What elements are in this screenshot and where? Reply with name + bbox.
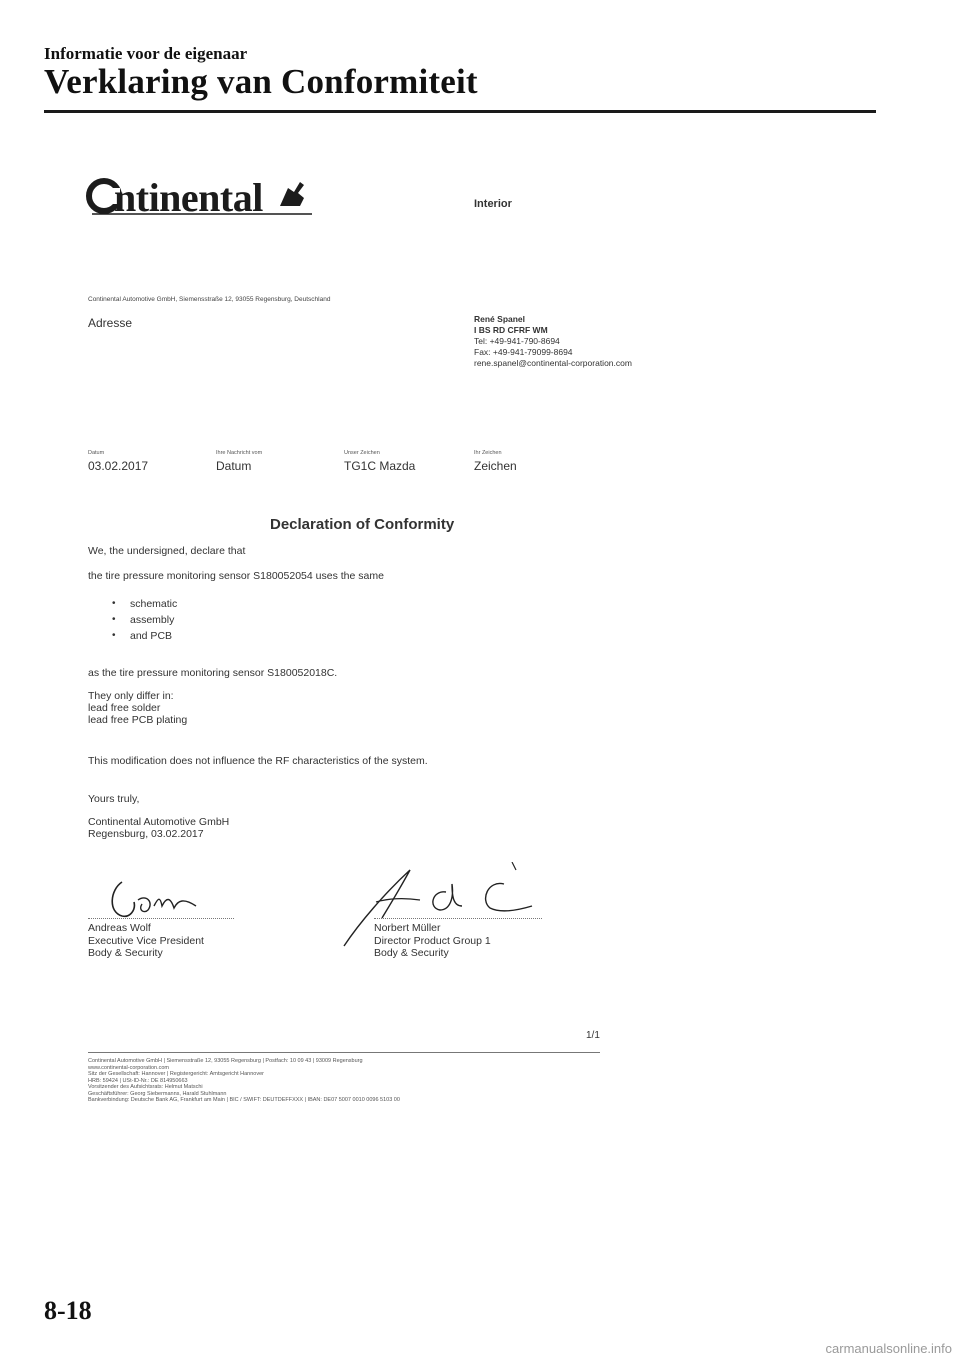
footer-line: Continental Automotive GmbH | Siemensstraße 12, 93055 Regensburg | Postfach: 10 09 43 | 93009 Regensburg (88, 1058, 363, 1064)
place-date: Regensburg, 03.02.2017 (88, 828, 204, 840)
signatory-name: Andreas Wolf (88, 922, 151, 934)
address-label: Adresse (88, 316, 133, 330)
footer-line: Geschäftsführer: Georg Siebermanns, Harald Stuhlmann (88, 1090, 227, 1097)
differences-block (88, 690, 187, 726)
ref-your-sign (474, 450, 517, 473)
signatory-wolf (88, 922, 204, 960)
footer-line: Vorsitzender des Aufsichtsrats: Helmut Matschi (88, 1084, 203, 1090)
footer-line: Sitz der Gesellschaft: Hannover | Registergericht: Amtsgericht Hannover (88, 1071, 264, 1077)
modification-text: This modification does not influence the RF characteristics of the system. (88, 755, 428, 767)
footer-rule (88, 1052, 600, 1053)
sender-line: Continental Automotive GmbH, Siemensstraße 12, 93055 Regensburg, Deutschland (88, 296, 331, 303)
department-label: Interior (474, 198, 512, 210)
signatory-title: Executive Vice President (88, 934, 204, 947)
contact-tel: Tel: +49-941-790-8694 (474, 336, 560, 346)
signatory-unit: Body & Security (374, 947, 449, 959)
list-item: • schematic (112, 598, 177, 614)
signature-line-mueller (374, 918, 542, 919)
letter-footer (88, 1058, 608, 1104)
signatory-name: Norbert Müller (374, 922, 441, 934)
section-label: Informatie voor de eigenaar (44, 44, 248, 63)
differ-intro: They only differ in: (88, 690, 174, 702)
signature-wolf (100, 872, 210, 922)
ref-your-message (216, 450, 262, 473)
logo-text: ntinental (114, 175, 263, 220)
intro-text: We, the undersigned, declare that (88, 545, 246, 557)
list-item: • assembly (112, 614, 177, 630)
statement-text: the tire pressure monitoring sensor S180052054 uses the same (88, 570, 384, 582)
contact-fax: Fax: +49-941-79099-8694 (474, 347, 573, 357)
footer-line: Bankverbindung: Deutsche Bank AG, Frankfurt am Main | BIC / SWIFT: DEUTDEFFXXX | IBAN: DE07 5007 0010 0096 5103 00 (88, 1097, 400, 1103)
footer-line: HRB: 59424 | USt-ID-Nr.: DE 814950663 (88, 1077, 188, 1084)
company-block (88, 816, 229, 840)
contact-name: René Spanel (474, 314, 526, 324)
comparison-text: as the tire pressure monitoring sensor S180052018C. (88, 667, 338, 679)
closing-text: Yours truly, (88, 793, 140, 805)
signatory-mueller (374, 922, 491, 960)
signatory-unit: Body & Security (88, 947, 163, 959)
header-rule (44, 110, 876, 113)
ref-your-message-value: Datum (216, 459, 252, 473)
ref-date-label: Datum (88, 450, 105, 456)
footer-line: www.continental-corporation.com (88, 1064, 170, 1071)
page-heading: Verklaring van Conformiteit (44, 62, 478, 101)
bullet-list (112, 598, 177, 646)
ref-our-sign-value: TG1C Mazda (344, 459, 416, 473)
ref-our-sign (344, 450, 415, 473)
ref-date (88, 450, 148, 473)
ref-your-sign-label: Ihr Zeichen (474, 450, 502, 456)
contact-dept: I BS RD CFRF WM (474, 325, 548, 335)
page-number: 8-18 (44, 1296, 92, 1325)
declaration-title: Declaration of Conformity (270, 516, 455, 533)
difference-item: lead free solder (88, 702, 161, 714)
watermark: carmanualsonline.info (825, 1341, 952, 1356)
list-item: • and PCB (112, 630, 177, 646)
letter-page-count: 1/1 (586, 1030, 600, 1041)
contact-block (474, 314, 632, 369)
ref-your-sign-value: Zeichen (474, 459, 517, 473)
signatory-title: Director Product Group 1 (374, 934, 491, 947)
ref-your-message-label: Ihre Nachricht vom (216, 450, 263, 456)
ref-date-value: 03.02.2017 (88, 459, 149, 473)
ref-our-sign-label: Unser Zeichen (344, 450, 380, 456)
contact-email: rene.spanel@continental-corporation.com (474, 358, 632, 368)
signature-line-wolf (88, 918, 234, 919)
difference-item: lead free PCB plating (88, 714, 188, 726)
continental-logo (84, 170, 324, 226)
company-name: Continental Automotive GmbH (88, 816, 230, 828)
